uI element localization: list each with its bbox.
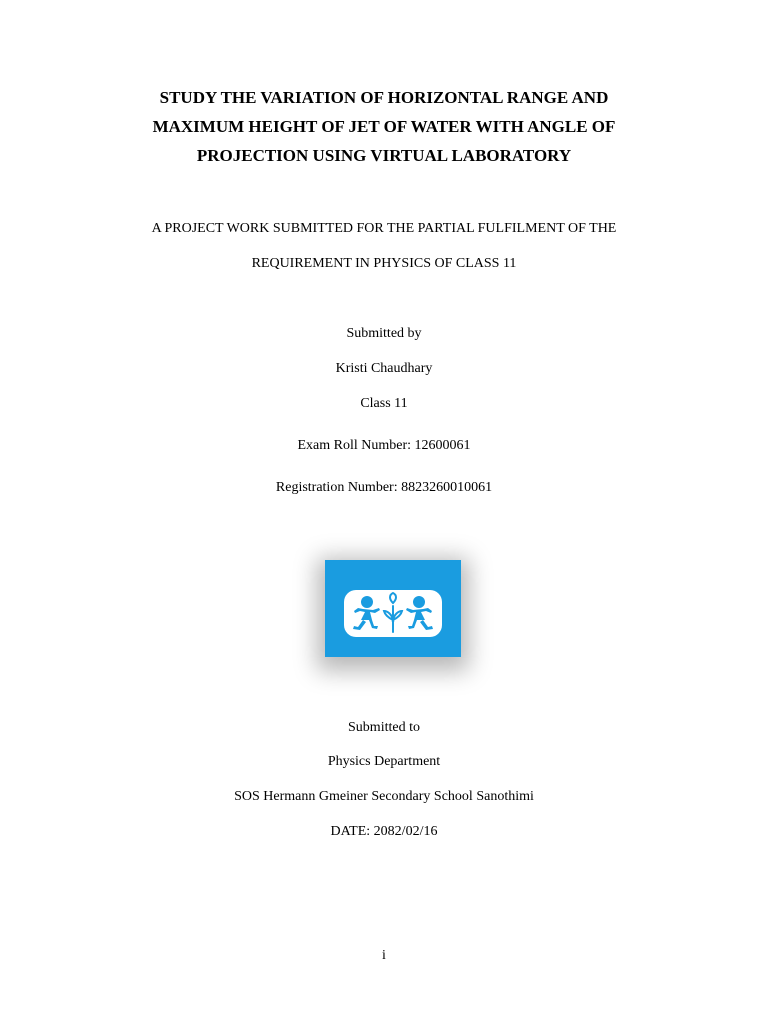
- submitted-by-label: Submitted by: [346, 326, 422, 341]
- student-name: Kristi Chaudhary: [335, 361, 433, 376]
- title-line-3: PROJECTION USING VIRTUAL LABORATORY: [196, 146, 572, 165]
- submitted-to-label: Submitted to: [348, 720, 420, 735]
- sos-childrens-village-logo-icon: [325, 560, 461, 657]
- subtitle-line-1: A PROJECT WORK SUBMITTED FOR THE PARTIAL FULFILMENT OF THE: [151, 221, 617, 236]
- school-logo: [325, 560, 461, 657]
- registration-number: Registration Number: 8823260010061: [275, 480, 493, 495]
- submission-date: DATE: 2082/02/16: [330, 824, 438, 839]
- page-number: i: [382, 948, 386, 963]
- department-name: Physics Department: [327, 754, 441, 769]
- school-name: SOS Hermann Gmeiner Secondary School Sanothimi: [234, 789, 534, 804]
- exam-roll-number: Exam Roll Number: 12600061: [297, 438, 471, 453]
- student-class: Class 11: [360, 396, 408, 411]
- subtitle-line-2: REQUIREMENT IN PHYSICS OF CLASS 11: [251, 256, 517, 271]
- title-line-2: MAXIMUM HEIGHT OF JET OF WATER WITH ANGLE OF: [152, 117, 616, 136]
- title-line-1: STUDY THE VARIATION OF HORIZONTAL RANGE AND: [159, 88, 609, 107]
